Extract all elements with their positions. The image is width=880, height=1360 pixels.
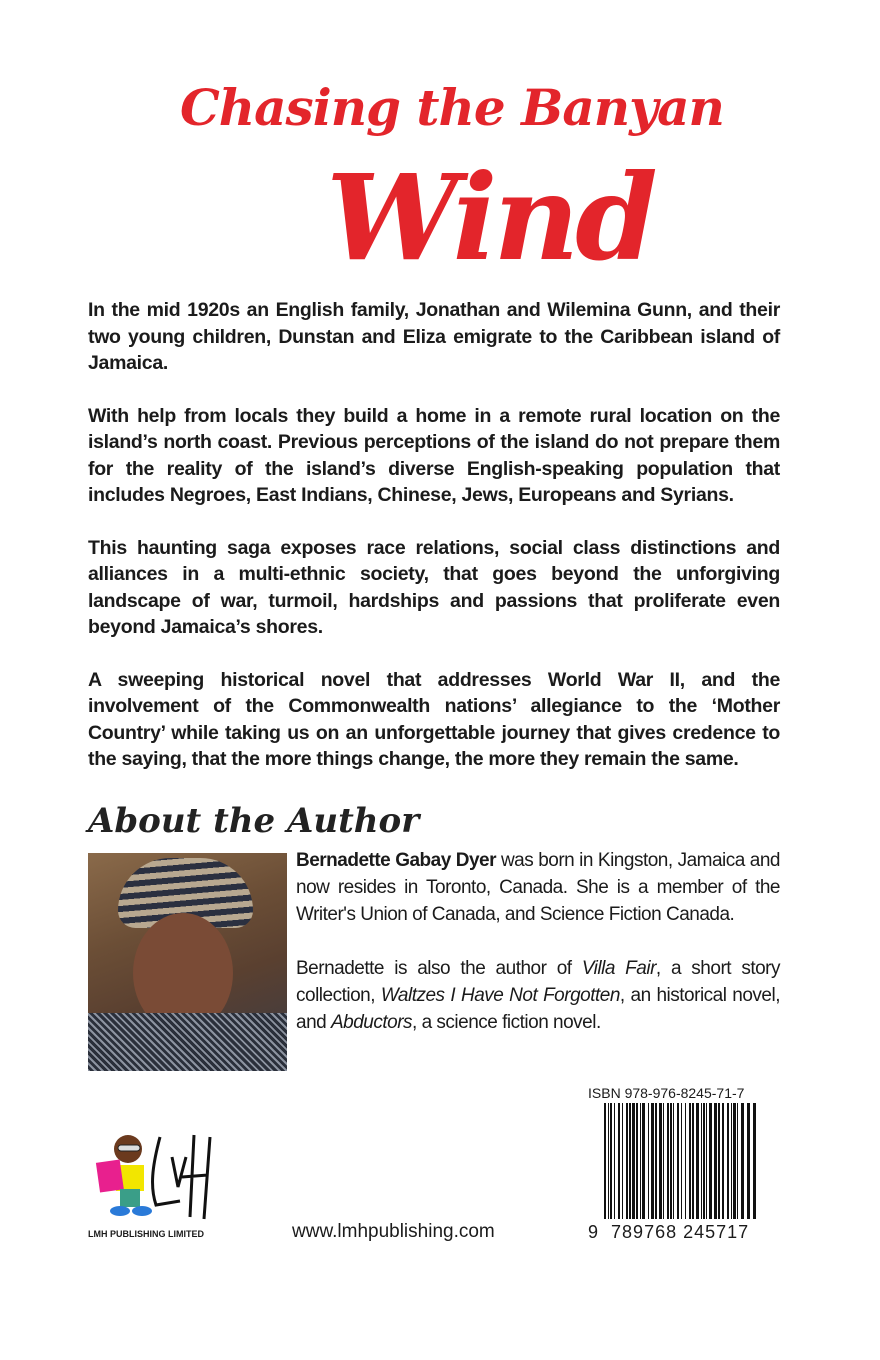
barcode-bar <box>608 1103 609 1219</box>
isbn-barcode <box>590 1103 762 1219</box>
barcode-bar <box>642 1103 645 1219</box>
synopsis-paragraph: This haunting saga exposes race relations, social class distinctions and alliances in a multi-ethnic society, that goes beyond the unforgiving landscape of war, turmoil, hardships and passions that proliferate even beyond Jamaica’s shores. <box>88 536 780 638</box>
content-flow <box>88 297 780 1250</box>
barcode-bar <box>681 1103 682 1219</box>
barcode-bar <box>727 1103 729 1219</box>
author-name: Bernadette Gabay Dyer <box>296 849 496 871</box>
barcode-bar <box>718 1103 720 1219</box>
barcode-bar <box>731 1103 732 1219</box>
body-shape <box>88 1013 287 1071</box>
barcode-bar <box>614 1103 615 1219</box>
barcode-bar <box>632 1103 635 1219</box>
barcode-digit-first: 9 <box>588 1221 600 1242</box>
barcode-bar <box>604 1103 606 1219</box>
barcode-bar <box>722 1103 724 1219</box>
barcode-bar <box>701 1103 702 1219</box>
barcode-bar <box>622 1103 623 1219</box>
title-line-1: Chasing the Banyan <box>180 78 724 137</box>
author-section <box>88 849 780 1071</box>
barcode-bar <box>640 1103 641 1219</box>
barcode-bar <box>741 1103 744 1219</box>
barcode-bar <box>618 1103 620 1219</box>
bio-text: , a short story collection, <box>296 957 780 1006</box>
barcode-bar <box>670 1103 672 1219</box>
book-title: Villa Fair <box>581 957 656 979</box>
synopsis-paragraph: With help from locals they build a home in a remote rural location on the island’s north coast. Previous perceptions of the island do not prepare them for the reality of the island’s diverse English-speaking population that includes Negroes, East Indians, Chinese, Jews, Europeans and Syrians. <box>88 404 780 506</box>
synopsis <box>88 297 780 773</box>
barcode-bar <box>673 1103 674 1219</box>
isbn-label: ISBN 978-976-8245-71-7 <box>588 1084 745 1101</box>
barcode-bar <box>677 1103 679 1219</box>
bio-paragraph-1 <box>296 847 780 928</box>
barcode-bar <box>692 1103 694 1219</box>
barcode-bar <box>733 1103 736 1219</box>
barcode-bar <box>703 1103 705 1219</box>
barcode-bar <box>737 1103 738 1219</box>
barcode-bar <box>667 1103 669 1219</box>
author-photo <box>88 853 287 1071</box>
barcode-bar <box>696 1103 699 1219</box>
barcode-digits-left: 789768 <box>611 1221 678 1242</box>
barcode-bar <box>747 1103 750 1219</box>
publisher-url[interactable]: www.lmhpublishing.com <box>292 1220 495 1242</box>
about-author-heading: About the Author <box>88 800 420 841</box>
synopsis-paragraph: A sweeping historical novel that addresses World War II, and the involvement of the Commonwealth nations’ allegiance to the ‘Mother Country’ while taking us on an unforgettable journey that gives credence to the saying, that the more things change, the more they remain the same. <box>88 668 780 770</box>
barcode-bar <box>626 1103 628 1219</box>
publisher-logo <box>90 1127 215 1227</box>
barcode-bar <box>636 1103 638 1219</box>
barcode-bar <box>753 1103 756 1219</box>
bio-text: was born in Kingston, Jamaica and now resides in Toronto, Canada. She is a member of the Writer's Union of Canada, and Science Fiction Canada. <box>296 849 780 925</box>
synopsis-paragraph: In the mid 1920s an English family, Jonathan and Wilemina Gunn, and their two young children, Dunstan and Eliza emigrate to the Caribbean island of Jamaica. <box>88 299 780 374</box>
bio-paragraph-2 <box>296 955 780 1036</box>
footer-section <box>88 1085 780 1250</box>
barcode-bar <box>655 1103 657 1219</box>
barcode-bar <box>706 1103 707 1219</box>
bio-text: , a science fiction novel. <box>412 1011 601 1033</box>
barcode-bar <box>648 1103 649 1219</box>
barcode-bar <box>714 1103 717 1219</box>
bio-text: , an historical novel, and <box>296 984 780 1033</box>
title-line-2: Wind <box>326 148 654 287</box>
barcode-bar <box>709 1103 712 1219</box>
barcode-bar <box>651 1103 654 1219</box>
barcode-bar <box>685 1103 686 1219</box>
barcode-digits <box>588 1221 749 1243</box>
book-title: Waltzes I Have Not Forgotten <box>380 984 620 1006</box>
barcode-bar <box>659 1103 662 1219</box>
author-bio <box>296 847 780 1036</box>
barcode-bar <box>629 1103 631 1219</box>
barcode-bar <box>663 1103 664 1219</box>
barcode-bar <box>689 1103 691 1219</box>
barcode-bar <box>610 1103 612 1219</box>
publisher-name: LMH PUBLISHING LIMITED <box>88 1228 204 1239</box>
book-title: Abductors <box>330 1011 413 1033</box>
barcode-digits-right: 245717 <box>683 1221 750 1242</box>
bio-text: Bernadette is also the author of <box>296 957 582 979</box>
